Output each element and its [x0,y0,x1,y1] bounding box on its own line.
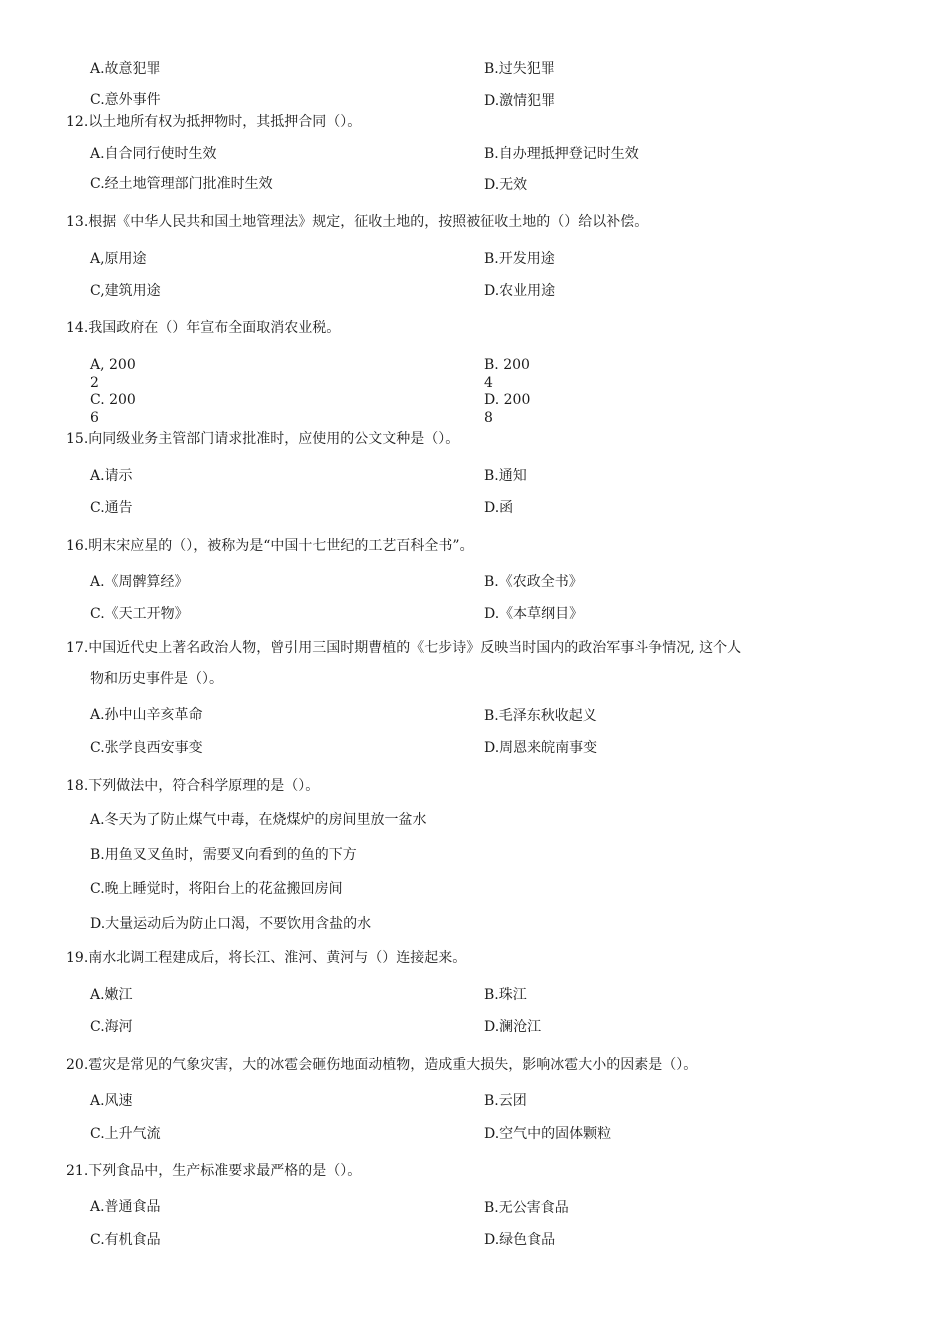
option-a: A,原用途 [90,251,147,267]
option-d: D.无效 [484,177,528,193]
question-18: 18.下列做法中，符合科学原理的是（）。 [66,778,320,794]
option-a: A.《周髀算经》 [90,574,189,590]
option-d: D.《本草纲目》 [484,606,584,622]
option-c: C.通告 [90,500,133,516]
option-b: B.通知 [484,468,527,484]
option-c: C,建筑用途 [90,283,161,299]
option-a: A, 200 [90,357,136,373]
option-d: D. 200 [484,392,531,408]
question-13: 13.根据《中华人民共和国土地管理法》规定，征收土地的，按照被征收土地的（）给以补偿。 [66,214,649,230]
option-c: C.有机食品 [90,1232,161,1248]
option-a: A.冬天为了防止煤气中毒，在烧煤炉的房间里放一盆水 [90,812,427,828]
option-a-wrap: 2 [90,375,99,391]
question-19: 19.南水北调工程建成后，将长江、淮河、黄河与（）连接起来。 [66,950,467,966]
option-c: C. 200 [90,392,136,408]
question-16: 16.明末宋应星的（），被称为是“中国十七世纪的工艺百科全书”。 [66,538,474,554]
option-c: C.《天工开物》 [90,606,189,622]
option-b: B.无公害食品 [484,1200,569,1216]
option-d: D.绿色食品 [484,1232,556,1248]
question-12: 12.以土地所有权为抵押物时，其抵押合同（）。 [66,114,362,130]
option-c: C.张学良西安事变 [90,740,203,756]
option-d: D.空气中的固体颗粒 [484,1126,612,1142]
option-d: D.函 [484,500,514,516]
option-b: B.《农政全书》 [484,574,583,590]
question-17: 17.中国近代史上著名政治人物，曾引用三国时期曹植的《七步诗》反映当时国内的政治军事斗争情况, 这个人 [66,640,742,656]
option-a: A.自合同行使时生效 [90,146,217,162]
option-d-wrap: 8 [484,410,493,426]
option-a: A.普通食品 [90,1199,161,1215]
option-b: B. 200 [484,357,530,373]
question-20: 20.雹灾是常见的气象灾害，大的冰雹会砸伤地面动植物，造成重大损失，影响冰雹大小的因素是（）。 [66,1057,698,1073]
option-d: D.澜沧江 [484,1019,542,1035]
option-a: A.故意犯罪 [90,61,161,77]
option-b: B.开发用途 [484,251,555,267]
option-c: C.海河 [90,1019,133,1035]
option-b: B.珠江 [484,987,527,1003]
option-d: D.周恩来皖南事变 [484,740,598,756]
option-b: B.自办理抵押登记时生效 [484,146,639,162]
option-c: C.上升气流 [90,1126,161,1142]
question-14: 14.我国政府在（）年宣布全面取消农业税。 [66,320,341,336]
option-b: B.过失犯罪 [484,61,555,77]
option-d: D.大量运动后为防止口渴，不要饮用含盐的水 [90,916,372,932]
option-c: C.经土地管理部门批准时生效 [90,176,273,192]
option-a: A.请示 [90,468,133,484]
option-c-wrap: 6 [90,410,99,426]
option-b-wrap: 4 [484,375,493,391]
question-21: 21.下列食品中，生产标准要求最严格的是（）。 [66,1163,362,1179]
option-c: C.晚上睡觉时，将阳台上的花盆搬回房间 [90,881,343,897]
option-b: B.云团 [484,1093,527,1109]
option-d: D.激情犯罪 [484,93,556,109]
question-15: 15.向同级业务主管部门请求批准时，应使用的公文文种是（）。 [66,431,460,447]
option-a: A.风速 [90,1093,133,1109]
option-d: D.农业用途 [484,283,556,299]
option-c: C.意外事件 [90,92,161,108]
option-b: B.用鱼叉叉鱼时，需要叉向看到的鱼的下方 [90,847,357,863]
option-a: A.嫩江 [90,987,133,1003]
question-17-wrap: 物和历史事件是（）。 [90,671,223,687]
option-b: B.毛泽东秋收起义 [484,708,597,724]
option-a: A.孙中山辛亥革命 [90,707,203,723]
